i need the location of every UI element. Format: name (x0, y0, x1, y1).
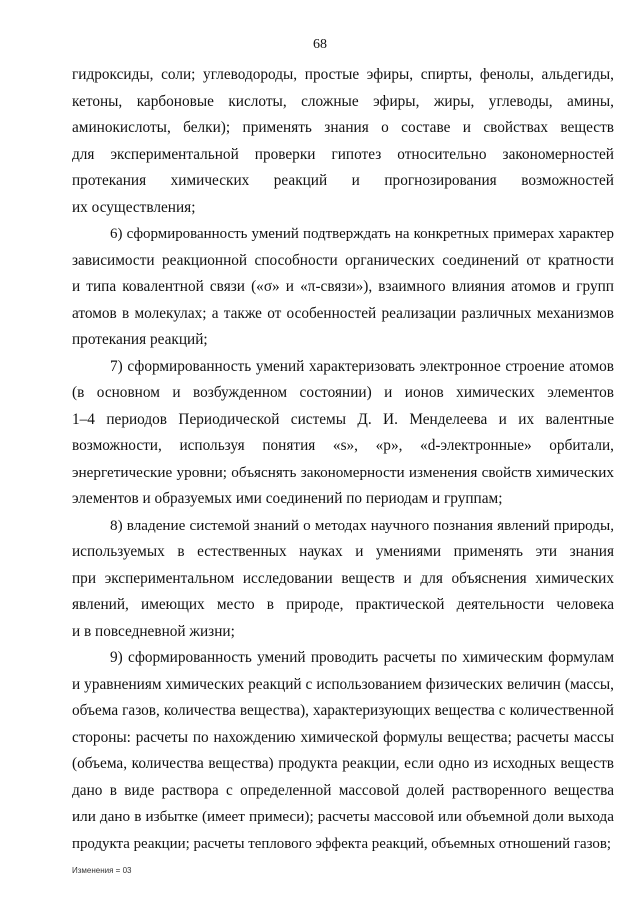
text-line: продукта реакции; расчеты теплового эффекта реакций, объемных отношений газов; (72, 835, 611, 852)
text-line: явлений, имеющих место в природе, практической деятельности человека (72, 596, 614, 613)
text-line: их осуществления; (72, 198, 196, 216)
page-number: 68 (313, 37, 327, 52)
text-line: стороны: расчеты по нахождению химической формулы вещества; расчеты массы (72, 728, 614, 746)
paragraph-item-9 (72, 645, 614, 857)
text-line: 8) владение системой знаний о методах научного познания явлений природы, (110, 516, 614, 534)
text-line: объема газов, количества вещества), характеризующих вещества с количественной (72, 702, 614, 719)
text-line: элементов и образуемых ими соединений по периодам и группам; (72, 490, 503, 507)
text-line: (объема, количества вещества) продукта реакции, если одно из исходных веществ (72, 755, 614, 772)
text-line: атомов в молекулах; а также от особенностей реализации различных механизмов (72, 304, 614, 322)
text-line: кетоны, карбоновые кислоты, сложные эфиры, жиры, углеводы, амины, (72, 92, 614, 110)
text-line: аминокислоты, белки); применять знания о составе и свойствах веществ (72, 119, 614, 136)
text-line: или дано в избытке (имеет примеси); расчеты массовой или объемной доли выхода (72, 808, 614, 825)
text-line: дано в виде раствора с определенной массовой долей растворенного вещества (72, 781, 614, 799)
document-body (72, 62, 614, 857)
revision-footer: Изменения = 03 (72, 866, 132, 875)
text-line: возможности, используя понятия «s», «p», «d-электронные» орбитали, (72, 437, 614, 454)
text-line: зависимости реакционной способности органических соединений от кратности (72, 251, 614, 269)
paragraph-continuation (72, 62, 614, 221)
text-line: для экспериментальной проверки гипотез относительно закономерностей (72, 145, 614, 163)
text-line: 6) сформированность умений подтверждать на конкретных примерах характер (110, 226, 614, 242)
text-line: и типа ковалентной связи («σ» и «π-связи»), взаимного влияния атомов и групп (72, 278, 614, 295)
paragraph-item-8 (72, 513, 614, 646)
paragraph-item-6 (72, 221, 614, 354)
text-line: и в повседневной жизни; (72, 622, 235, 640)
text-line: протекания реакций; (72, 331, 208, 348)
text-line: и уравнениям химических реакций с использованием физических величин (массы, (72, 675, 614, 693)
text-line: 7) сформированность умений характеризовать электронное строение атомов (110, 357, 614, 375)
text-line: 1–4 периодов Периодической системы Д. И. Менделеева и их валентные (72, 410, 614, 428)
paragraph-item-7 (72, 354, 614, 513)
text-line: (в основном и возбужденном состоянии) и ионов химических элементов (72, 384, 614, 401)
text-line: протекания химических реакций и прогнозирования возможностей (72, 172, 614, 189)
text-line: 9) сформированность умений проводить расчеты по химическим формулам (110, 649, 614, 666)
text-line: при экспериментальном исследовании веществ и для объяснения химических (72, 569, 614, 587)
text-line: используемых в естественных науках и умениями применять эти знания (72, 543, 614, 560)
text-line: энергетические уровни; объяснять закономерности изменения свойств химических (72, 463, 614, 481)
text-line: гидроксиды, соли; углеводороды, простые эфиры, спирты, фенолы, альдегиды, (72, 66, 614, 83)
